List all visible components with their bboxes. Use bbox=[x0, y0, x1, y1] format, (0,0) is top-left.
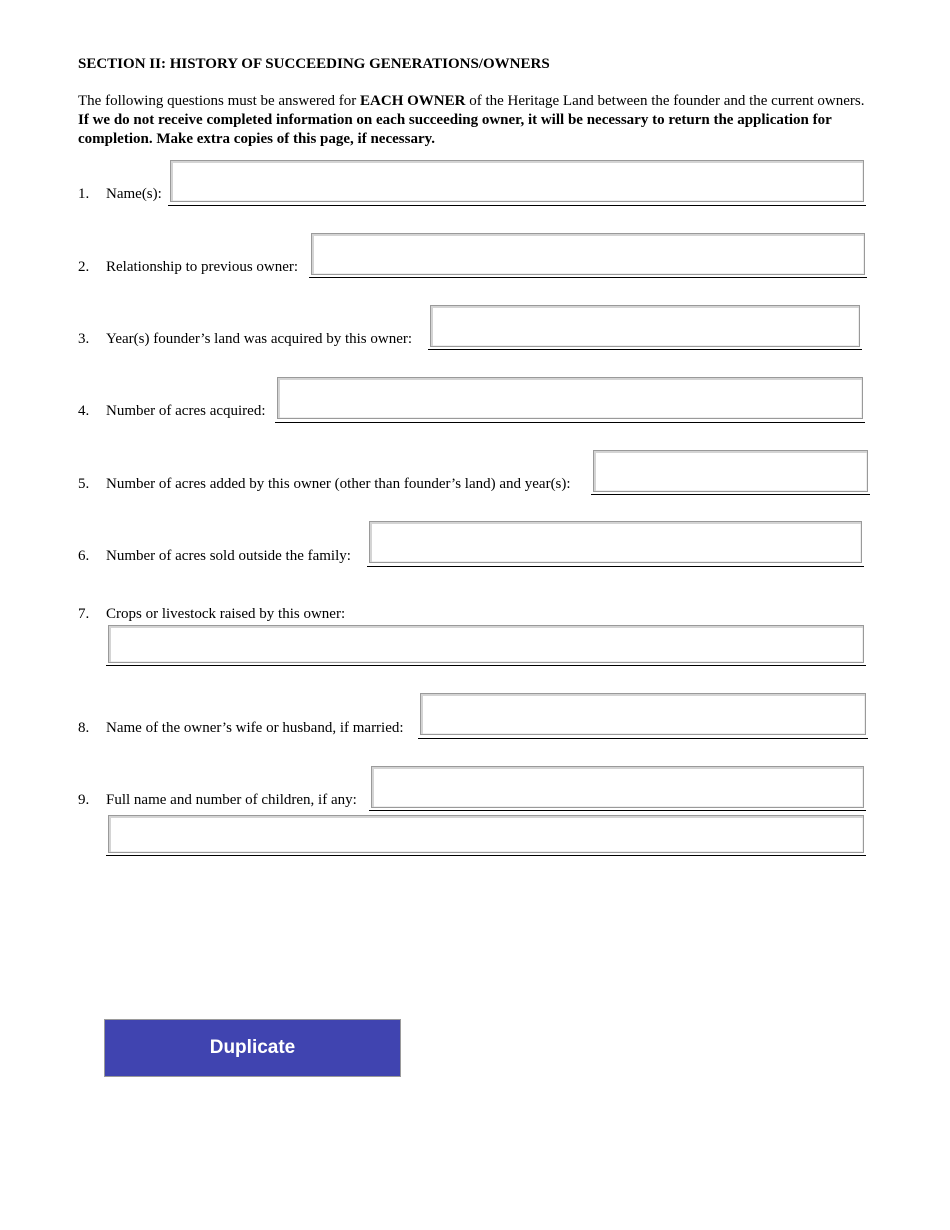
question-4-number: 4. bbox=[78, 403, 90, 419]
question-7-underline bbox=[106, 665, 866, 666]
question-5-number: 5. bbox=[78, 476, 90, 492]
question-1-number: 1. bbox=[78, 186, 90, 202]
section-heading: SECTION II: HISTORY OF SUCCEEDING GENERATIONS/OWNERS bbox=[78, 56, 550, 72]
duplicate-button[interactable]: Duplicate bbox=[104, 1019, 401, 1077]
intro-text-1: The following questions must be answered for bbox=[78, 93, 361, 109]
question-4-underline bbox=[275, 422, 865, 423]
question-6-underline bbox=[367, 566, 864, 567]
question-8-number: 8. bbox=[78, 720, 90, 736]
acres-added-field[interactable] bbox=[593, 450, 868, 492]
year-acquired-field[interactable] bbox=[430, 305, 860, 347]
question-1-label: Name(s): bbox=[106, 186, 162, 202]
intro-text-2: of the Heritage Land between the founder and the current owners. bbox=[465, 93, 865, 109]
acres-sold-field[interactable] bbox=[369, 521, 862, 563]
question-9-extra-underline bbox=[106, 855, 866, 856]
spouse-name-field[interactable] bbox=[420, 693, 866, 735]
intro-bold-each-owner: EACH OWNER bbox=[360, 93, 466, 109]
owner-names-field[interactable] bbox=[170, 160, 864, 202]
question-3-number: 3. bbox=[78, 331, 90, 347]
question-2-label: Relationship to previous owner: bbox=[106, 259, 299, 275]
intro-bold-warning: If we do not receive completed information on each succeeding owner, it will be necessary to return the application for completion. Make extra copies of this page, if necessary. bbox=[78, 112, 832, 147]
relationship-field[interactable] bbox=[311, 233, 865, 275]
question-4-label: Number of acres acquired: bbox=[106, 403, 266, 419]
question-9-label: Full name and number of children, if any: bbox=[106, 792, 357, 808]
children-extra-field[interactable] bbox=[108, 815, 864, 853]
question-5-underline bbox=[591, 494, 870, 495]
question-2-number: 2. bbox=[78, 259, 90, 275]
question-1-underline bbox=[168, 205, 866, 206]
question-7-number: 7. bbox=[78, 606, 90, 622]
acres-acquired-field[interactable] bbox=[277, 377, 863, 419]
question-6-number: 6. bbox=[78, 548, 90, 564]
children-field[interactable] bbox=[371, 766, 864, 808]
question-3-label: Year(s) founder’s land was acquired by this owner: bbox=[106, 331, 413, 347]
intro-paragraph bbox=[78, 92, 868, 149]
question-6-label: Number of acres sold outside the family: bbox=[106, 548, 351, 564]
question-9-underline bbox=[369, 810, 866, 811]
crops-livestock-field[interactable] bbox=[108, 625, 864, 663]
question-9-number: 9. bbox=[78, 792, 90, 808]
question-8-label: Name of the owner’s wife or husband, if married: bbox=[106, 720, 404, 736]
question-3-underline bbox=[428, 349, 862, 350]
question-8-underline bbox=[418, 738, 868, 739]
question-5-label: Number of acres added by this owner (other than founder’s land) and year(s): bbox=[106, 476, 571, 492]
question-2-underline bbox=[309, 277, 867, 278]
question-7-label: Crops or livestock raised by this owner: bbox=[106, 606, 346, 622]
